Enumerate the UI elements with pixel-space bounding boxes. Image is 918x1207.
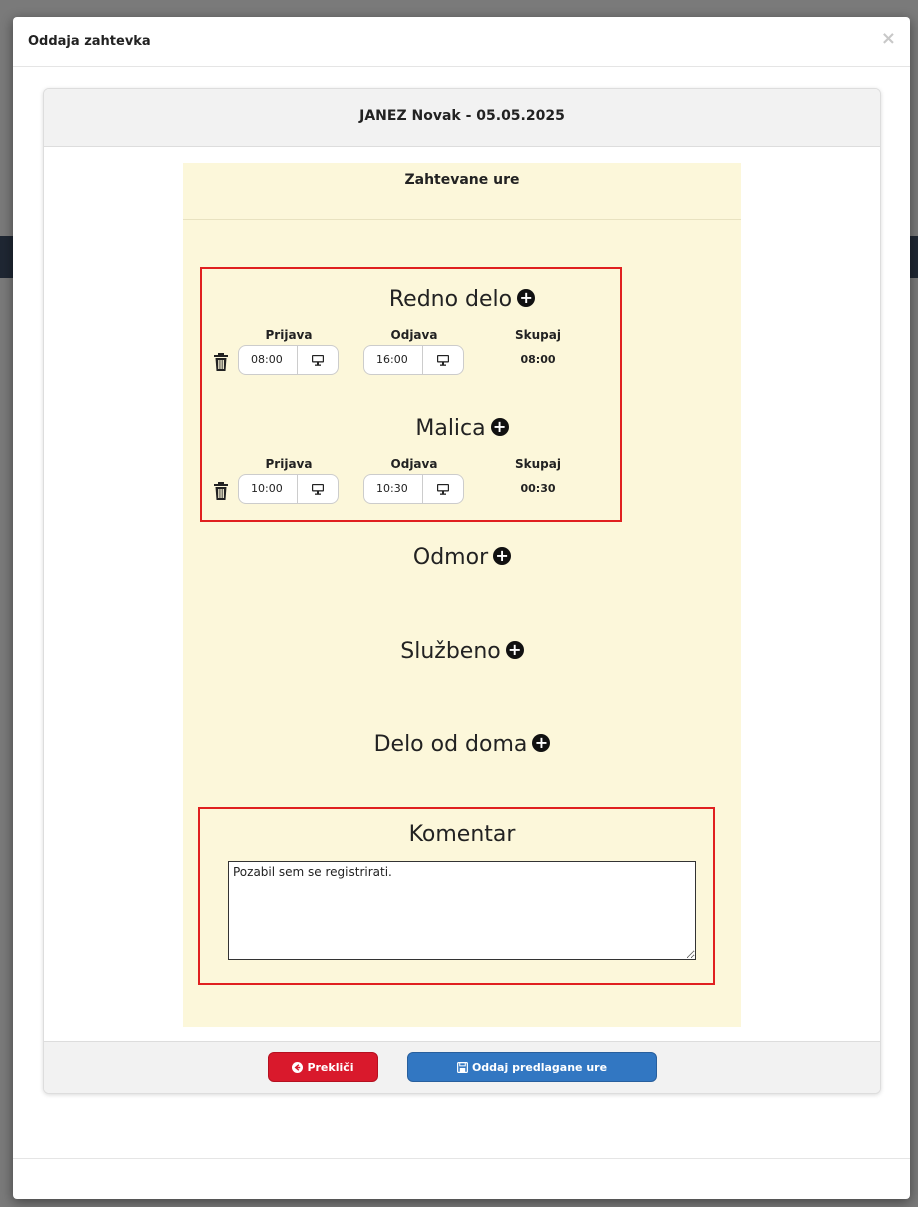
odjava-time-input[interactable] [363,474,464,504]
cancel-button-label: Prekliči [307,1060,354,1074]
section-redno-delo [183,287,741,312]
plus-circle-icon[interactable]: + [506,641,524,659]
modal-title: Oddaja zahtevka [28,34,151,49]
monitor-icon[interactable] [298,475,338,503]
section-malica [183,416,741,441]
arrow-circle-left-icon [292,1062,303,1073]
label-prijava: Prijava [265,328,313,342]
trash-icon[interactable] [213,353,229,371]
label-odjava: Odjava [390,328,438,342]
modal-header [13,17,910,67]
panel-heading: JANEZ Novak - 05.05.2025 [44,89,880,147]
prijava-time-value[interactable]: 08:00 [239,346,298,374]
cancel-button[interactable] [268,1052,378,1082]
request-panel [43,88,881,1094]
plus-circle-icon[interactable]: + [532,734,550,752]
section-title-sluzbeno: Službeno [400,639,501,664]
monitor-icon[interactable] [423,346,463,374]
section-delo-od-doma [183,732,741,757]
odjava-time-value[interactable]: 16:00 [364,346,423,374]
monitor-icon[interactable] [298,346,338,374]
panel-footer [44,1041,880,1093]
monitor-icon[interactable] [423,475,463,503]
section-title-delo-od-doma: Delo od doma [373,732,528,757]
requested-hours-title: Zahtevane ure [183,163,741,220]
plus-circle-icon[interactable]: + [493,547,511,565]
section-title-odmor: Odmor [412,545,489,570]
label-prijava: Prijava [265,457,313,471]
label-skupaj: Skupaj [515,328,561,342]
prijava-time-input[interactable] [238,345,339,375]
floppy-disk-icon [457,1062,468,1073]
submit-hours-button[interactable] [407,1052,657,1082]
odjava-time-input[interactable] [363,345,464,375]
label-skupaj: Skupaj [515,457,561,471]
skupaj-total: 00:30 [520,482,556,495]
trash-icon[interactable] [213,482,229,500]
plus-circle-icon[interactable]: + [491,418,509,436]
requested-hours-area [183,163,741,1027]
label-odjava: Odjava [390,457,438,471]
request-modal [13,17,910,1199]
section-title-malica: Malica [415,416,486,441]
submit-hours-button-label: Oddaj predlagane ure [471,1060,608,1074]
odjava-time-value[interactable]: 10:30 [364,475,423,503]
prijava-time-value[interactable]: 10:00 [239,475,298,503]
plus-circle-icon[interactable]: + [517,289,535,307]
comment-textarea[interactable] [228,861,696,960]
skupaj-total: 08:00 [520,353,556,366]
modal-footer-divider [13,1158,910,1159]
prijava-time-input[interactable] [238,474,339,504]
section-title-redno-delo: Redno delo [388,287,513,312]
section-odmor [183,545,741,570]
section-sluzbeno [183,639,741,664]
close-icon[interactable]: × [880,28,896,49]
comment-title: Komentar [408,822,516,847]
